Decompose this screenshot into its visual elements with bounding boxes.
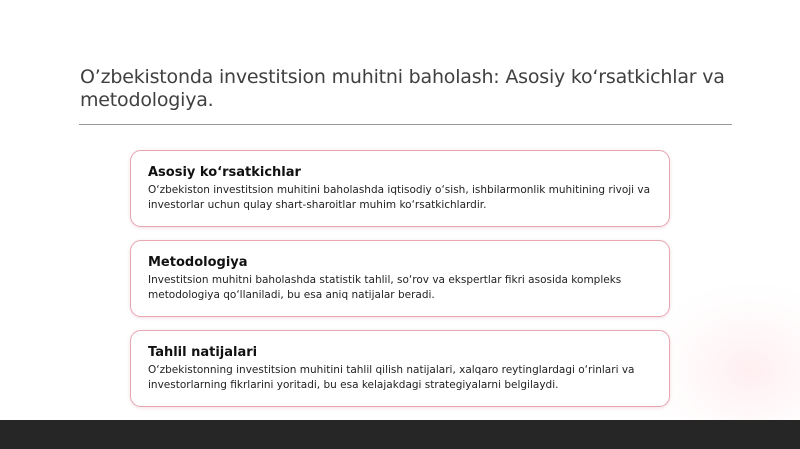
card-title: Asosiy ko‘rsatkichlar xyxy=(148,165,301,180)
card-title: Tahlil natijalari xyxy=(148,345,258,360)
card-text: O‘zbekistonning investitsion muhitini tahlil qilish natijalari, xalqaro reytinglardagi o‘rinlari va investorlarning fikrlarini yoritadi, bu esa kelajakdagi strategiyalarni belgilaydi. xyxy=(148,364,635,391)
slide-title: O’zbekistonda investitsion muhitni baholash: Asosiy ko‘rsatkichlar va metodologiya. xyxy=(80,66,725,111)
title-divider xyxy=(79,124,732,125)
card-tahlil-natijalari xyxy=(130,330,670,407)
card-text: Investitsion muhitni baholashda statistik tahlil, so‘rov va ekspertlar fikri asosida kompleks metodologiya qo‘llaniladi, bu esa aniq natijalar beradi. xyxy=(148,274,622,301)
bottom-bar xyxy=(0,420,800,449)
card-text: O‘zbekiston investitsion muhitini baholashda iqtisodiy o‘sish, ishbilarmonlik muhitining rivoji va investorlar uchun qulay shart-sharoitlar muhim ko‘rsatkichlardir. xyxy=(148,184,651,211)
card-metodologiya xyxy=(130,240,670,317)
card-title: Metodologiya xyxy=(148,255,248,270)
card-asosiy-korsatkichlar xyxy=(130,150,670,227)
